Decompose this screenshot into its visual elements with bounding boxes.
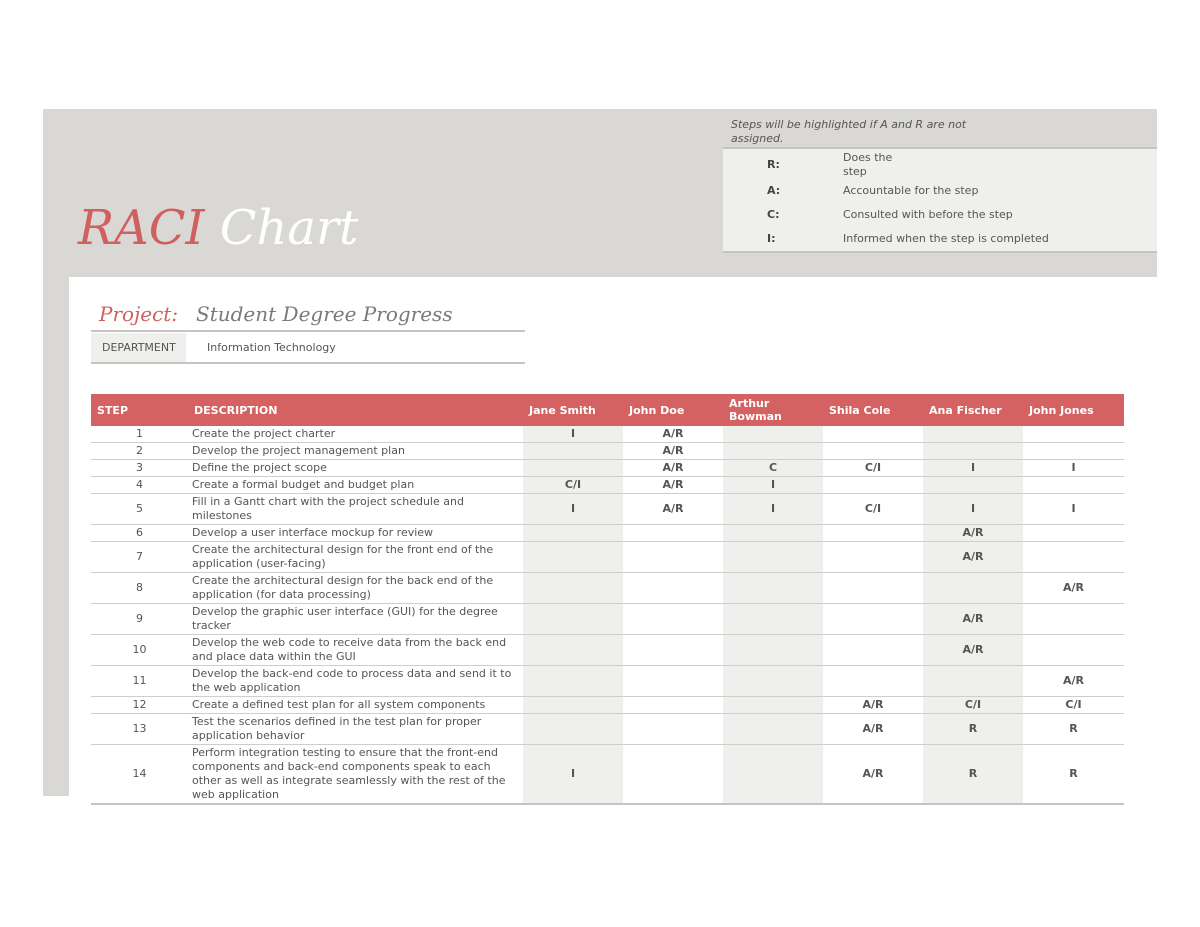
table-row: [91, 494, 1124, 525]
raci-cell: [923, 477, 1023, 494]
raci-cell: [523, 525, 623, 542]
legend-desc-c: Consulted with before the step: [843, 208, 1013, 221]
raci-cell: [723, 542, 823, 573]
raci-cell: [723, 697, 823, 714]
project-label: Project:: [99, 302, 179, 326]
raci-cell: [1023, 443, 1124, 460]
project-divider: [91, 330, 525, 332]
table-body: [91, 426, 1124, 804]
raci-cell: C/I: [1023, 697, 1124, 714]
department-label: DEPARTMENT: [91, 333, 186, 362]
raci-cell: R: [923, 714, 1023, 745]
raci-cell: I: [523, 745, 623, 805]
raci-cell: A/R: [623, 443, 723, 460]
step-description: Develop the graphic user interface (GUI) for the degree tracker: [188, 604, 523, 635]
step-description: Fill in a Gantt chart with the project schedule and milestones: [188, 494, 523, 525]
step-description: Develop the project management plan: [188, 443, 523, 460]
legend-desc-i: Informed when the step is completed: [843, 232, 1049, 245]
table-row: [91, 666, 1124, 697]
table-row: [91, 635, 1124, 666]
raci-cell: [623, 604, 723, 635]
raci-cell: [1023, 604, 1124, 635]
legend-key-a: A:: [767, 184, 781, 197]
page-title: [78, 196, 358, 260]
raci-cell: A/R: [623, 494, 723, 525]
step-description: Develop the web code to receive data from the back end and place data within the GUI: [188, 635, 523, 666]
raci-cell: [823, 443, 923, 460]
table-row: [91, 745, 1124, 805]
header-description: DESCRIPTION: [188, 394, 523, 426]
raci-cell: [923, 573, 1023, 604]
raci-cell: [723, 573, 823, 604]
raci-cell: A/R: [623, 477, 723, 494]
raci-cell: C: [723, 460, 823, 477]
raci-cell: [823, 666, 923, 697]
raci-cell: [723, 635, 823, 666]
raci-cell: A/R: [623, 426, 723, 443]
raci-cell: [923, 666, 1023, 697]
raci-table: [91, 394, 1124, 805]
legend-key-r: R:: [767, 158, 780, 171]
raci-cell: A/R: [623, 460, 723, 477]
table-row: [91, 426, 1124, 443]
header-john-doe: John Doe: [623, 394, 723, 426]
raci-cell: [723, 426, 823, 443]
step-description: Create a formal budget and budget plan: [188, 477, 523, 494]
step-number: 12: [91, 697, 188, 714]
raci-cell: [623, 666, 723, 697]
raci-cell: [1023, 426, 1124, 443]
header-shila-cole: Shila Cole: [823, 394, 923, 426]
step-description: Create the architectural design for the back end of the application (for data processing): [188, 573, 523, 604]
raci-cell: C/I: [523, 477, 623, 494]
raci-cell: [1023, 635, 1124, 666]
raci-cell: C/I: [823, 460, 923, 477]
raci-cell: I: [723, 494, 823, 525]
raci-cell: [1023, 542, 1124, 573]
step-number: 9: [91, 604, 188, 635]
raci-cell: [623, 697, 723, 714]
department-value: Information Technology: [207, 341, 336, 354]
raci-legend: [723, 147, 1157, 253]
step-description: Create the architectural design for the front end of the application (user-facing): [188, 542, 523, 573]
raci-cell: [923, 426, 1023, 443]
step-number: 7: [91, 542, 188, 573]
raci-cell: [523, 635, 623, 666]
step-number: 8: [91, 573, 188, 604]
raci-cell: [823, 635, 923, 666]
table-row: [91, 443, 1124, 460]
step-number: 3: [91, 460, 188, 477]
raci-cell: [823, 477, 923, 494]
step-number: 4: [91, 477, 188, 494]
raci-cell: A/R: [1023, 666, 1124, 697]
step-number: 2: [91, 443, 188, 460]
raci-cell: A/R: [823, 745, 923, 805]
step-number: 14: [91, 745, 188, 805]
raci-cell: [723, 666, 823, 697]
raci-cell: [723, 525, 823, 542]
raci-cell: [823, 542, 923, 573]
raci-cell: I: [523, 494, 623, 525]
raci-cell: A/R: [923, 604, 1023, 635]
step-description: Test the scenarios defined in the test plan for proper application behavior: [188, 714, 523, 745]
raci-cell: [1023, 525, 1124, 542]
step-number: 13: [91, 714, 188, 745]
raci-cell: [623, 573, 723, 604]
raci-cell: [523, 460, 623, 477]
raci-cell: [723, 604, 823, 635]
raci-cell: [523, 604, 623, 635]
legend-note: Steps will be highlighted if A and R are not assigned.: [731, 118, 967, 145]
step-description: Create a defined test plan for all system components: [188, 697, 523, 714]
raci-cell: I: [923, 460, 1023, 477]
legend-key-c: C:: [767, 208, 780, 221]
raci-cell: A/R: [923, 542, 1023, 573]
step-number: 6: [91, 525, 188, 542]
title-chart: Chart: [219, 200, 359, 256]
legend-key-i: I:: [767, 232, 776, 245]
raci-cell: [823, 426, 923, 443]
raci-cell: [523, 697, 623, 714]
legend-desc-a: Accountable for the step: [843, 184, 979, 197]
header-ana-fischer: Ana Fischer: [923, 394, 1023, 426]
raci-cell: C/I: [923, 697, 1023, 714]
raci-cell: I: [923, 494, 1023, 525]
table-row: [91, 477, 1124, 494]
raci-cell: C/I: [823, 494, 923, 525]
project-name: Student Degree Progress: [196, 302, 453, 326]
table-header-row: [91, 394, 1124, 426]
raci-cell: A/R: [1023, 573, 1124, 604]
title-raci: RACI: [78, 200, 205, 256]
step-description: Define the project scope: [188, 460, 523, 477]
raci-cell: [623, 525, 723, 542]
step-description: Develop a user interface mockup for review: [188, 525, 523, 542]
step-description: Develop the back-end code to process data and send it to the web application: [188, 666, 523, 697]
raci-cell: R: [1023, 745, 1124, 805]
raci-cell: R: [923, 745, 1023, 805]
department-row: [91, 333, 525, 364]
raci-cell: [523, 573, 623, 604]
raci-cell: I: [1023, 494, 1124, 525]
table-row: [91, 714, 1124, 745]
raci-cell: [523, 714, 623, 745]
header-jane-smith: Jane Smith: [523, 394, 623, 426]
table-row: [91, 542, 1124, 573]
header-john-jones: John Jones: [1023, 394, 1124, 426]
step-number: 1: [91, 426, 188, 443]
raci-cell: I: [723, 477, 823, 494]
raci-cell: A/R: [923, 525, 1023, 542]
header-arthur-bowman: Arthur Bowman: [723, 394, 823, 426]
step-number: 5: [91, 494, 188, 525]
raci-cell: I: [523, 426, 623, 443]
step-description: Perform integration testing to ensure that the front-end components and back-end components speak to each other as well as integrate seamlessly with the rest of the web application: [188, 745, 523, 805]
raci-cell: [723, 443, 823, 460]
legend-desc-r: Does the step: [843, 151, 893, 178]
left-accent-bar: [43, 277, 69, 796]
raci-cell: [523, 542, 623, 573]
raci-cell: [623, 745, 723, 805]
raci-cell: I: [1023, 460, 1124, 477]
raci-cell: [623, 714, 723, 745]
raci-cell: [723, 745, 823, 805]
raci-cell: [823, 573, 923, 604]
raci-cell: R: [1023, 714, 1124, 745]
raci-cell: [623, 542, 723, 573]
table-row: [91, 525, 1124, 542]
table-row: [91, 697, 1124, 714]
step-number: 11: [91, 666, 188, 697]
table-row: [91, 604, 1124, 635]
raci-cell: [523, 443, 623, 460]
raci-cell: [823, 525, 923, 542]
step-description: Create the project charter: [188, 426, 523, 443]
header-step: STEP: [91, 394, 188, 426]
raci-cell: [823, 604, 923, 635]
raci-cell: A/R: [823, 697, 923, 714]
raci-cell: [923, 443, 1023, 460]
raci-cell: [623, 635, 723, 666]
table-row: [91, 460, 1124, 477]
raci-cell: A/R: [823, 714, 923, 745]
raci-cell: A/R: [923, 635, 1023, 666]
step-number: 10: [91, 635, 188, 666]
raci-cell: [723, 714, 823, 745]
table-row: [91, 573, 1124, 604]
raci-cell: [523, 666, 623, 697]
raci-cell: [1023, 477, 1124, 494]
